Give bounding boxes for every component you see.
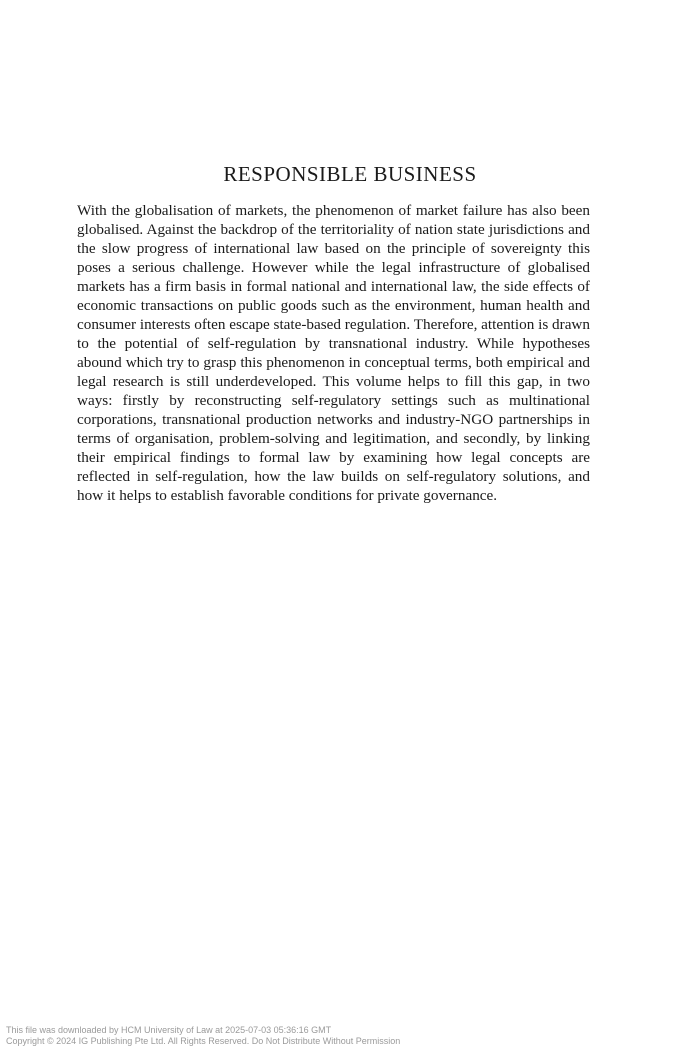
download-notice: This file was downloaded by HCM University of Law at 2025-07-03 05:36:16 GMT	[6, 1025, 332, 1035]
download-watermark	[6, 1025, 400, 1047]
page-title: RESPONSIBLE BUSINESS	[223, 162, 477, 186]
body-paragraph: With the globalisation of markets, the phenomenon of market failure has also been globalised. Against the backdrop of the territoriality of nation state jurisdictions and the slow progress of international law based on the principle of sovereignty this poses a serious challenge. However while the legal infrastructure of globalised markets has a firm basis in formal national and international law, the side effects of economic transactions on public goods such as the environment, human health and consumer interests often escape state-based regulation. Therefore, attention is drawn to the potential of self-regulation by transnational industry. While hypotheses abound which try to grasp this phenomenon in conceptual terms, both empirical and legal research is still underdeveloped. This volume helps to fill this gap, in two ways: firstly by reconstructing self-regulatory settings such as multinational corporations, transnational production networks and industry-NGO partnerships in terms of organisation, problem-solving and legitimation, and secondly, by linking their empirical findings to formal law by examining how legal concepts are reflected in self-regulation, how the law builds on self-regulatory solutions, and how it helps to establish favorable conditions for private governance.	[77, 202, 590, 504]
copyright-notice: Copyright © 2024 IG Publishing Pte Ltd. All Rights Reserved. Do Not Distribute Without Permission	[6, 1036, 401, 1046]
